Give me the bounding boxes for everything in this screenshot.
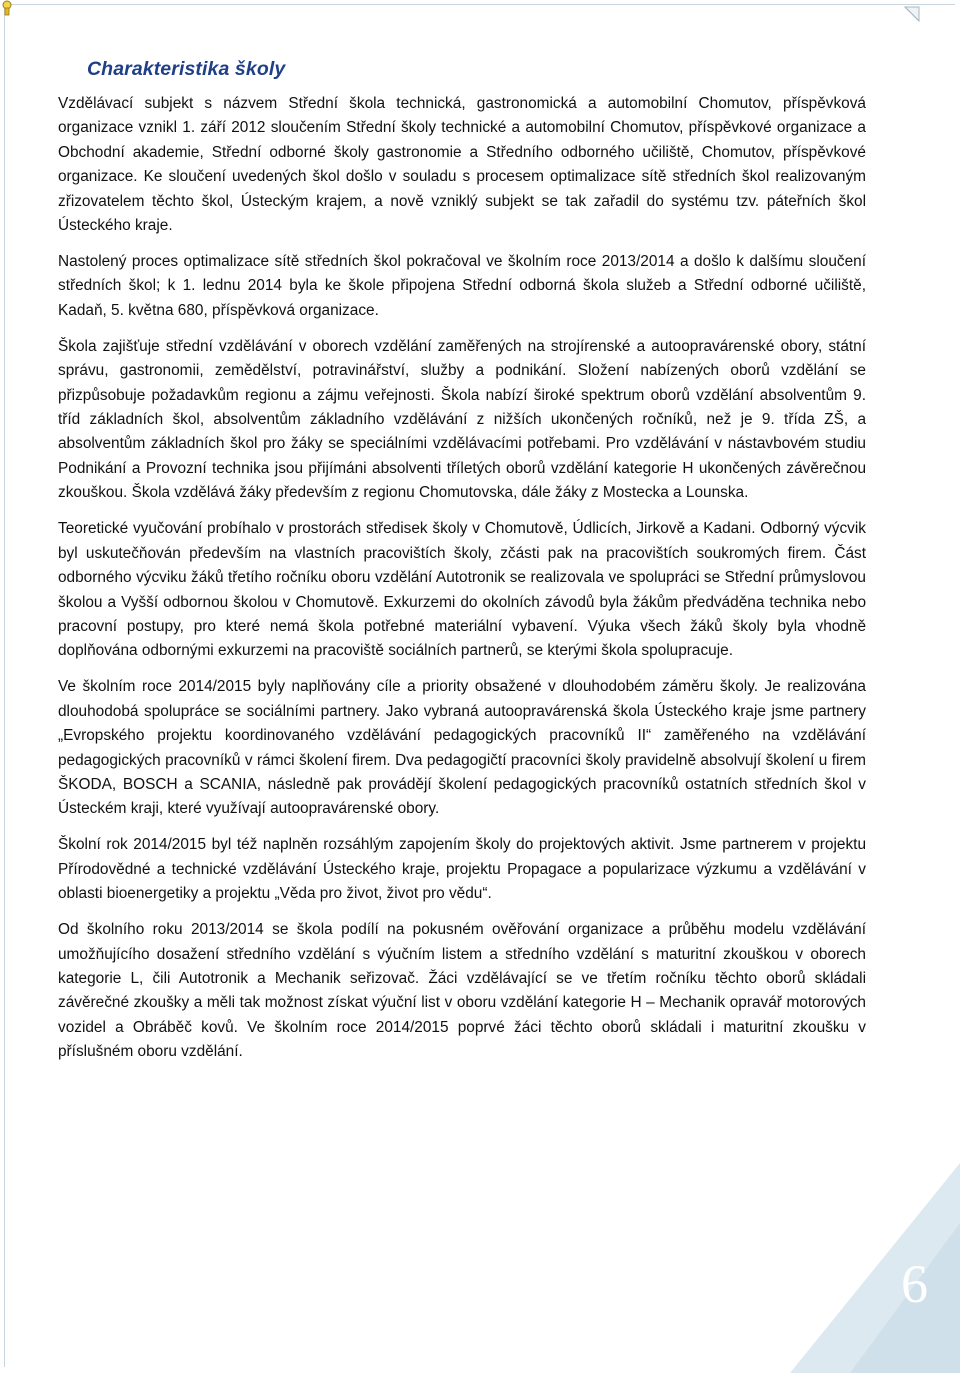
document-body <box>58 58 866 1076</box>
paragraph-6: Školní rok 2014/2015 byl též naplněn rozsáhlým zapojením školy do projektových aktivit. Jsme partnerem v projektu Přírodovědné a technické vzdělávání Ústeckého kraje, projektu Propagace a popularizace výzkumu a vzdělávání v oblasti bioenergetiky a projektu „Věda pro život, život pro vědu“. <box>58 836 866 903</box>
bookmark-icon <box>0 0 14 16</box>
paragraph-5: Ve školním roce 2014/2015 byly naplňovány cíle a priority obsažené v dlouhodobém záměru školy. Je realizována dlouhodobá spolupráce se sociálními partnery. Jako vybraná autoopravárenská škola Ústeckého kraje jsme partnery „Evropského projektu koordinovaného vzdělávání pedagogických pracovníků II“ zaměřeného na vzdělávání pedagogických pracovníků v rámci školení firem. Dva pedagogičtí pracovníci školy pravidelně absolvují školení u firem ŠKODA, BOSCH a SCANIA, následně pak provádějí školení pedagogických pracovníků ostatních středních škol v Ústeckém kraji, které využívají autoopravárenské obory. <box>58 678 866 818</box>
paragraph-7: Od školního roku 2013/2014 se škola podílí na pokusném ověřování organizace a průběhu modelu vzdělávání umožňujícího dosažení středního vzdělání s výučním listem a středního vzdělání s maturitní zkouškou v oborech kategorie L, čili Autotronik a Mechanik seřizovač. Žáci vzdělávající se ve třetím ročníku těchto oborů skládali závěrečné zkoušky a měli tak možnost získat výuční list v oboru vzdělání kategorie H – Mechanik opravář motorových vozidel a Obráběč kovů. Ve školním roce 2014/2015 poprvé žáci těchto oborů skládali i maturitní zkoušku v příslušném oboru vzdělání. <box>58 921 866 1061</box>
page-number: 6 <box>901 1254 928 1314</box>
corner-decoration <box>700 1073 960 1373</box>
page-title: Charakteristika školy <box>87 58 286 80</box>
paragraph-1: Vzdělávací subjekt s názvem Střední škola technická, gastronomická a automobilní Chomutov, příspěvková organizace vznikl 1. září 2012 sloučením Střední školy technické a automobilní Chomutov, příspěvkové organizace a Obchodní akademie, Střední odborné školy gastronomie a Středního odborného učiliště, Chomutov, příspěvkové organizace. Ke sloučení uvedených škol došlo v souladu s procesem optimalizace sítě středních škol realizovaným zřizovatelem těchto škol, Ústeckým krajem, a nově vzniklý subjekt se tak zařadil do systému tzv. páteřních škol Ústeckého kraje. <box>58 95 866 235</box>
paragraph-2: Nastolený proces optimalizace sítě středních škol pokračoval ve školním roce 2013/2014 a došlo k dalšímu sloučení středních škol; k 1. lednu 2014 byla ke škole připojena Střední odborná škola služeb a Střední odborné učiliště, Kadaň, 5. května 680, příspěvková organizace. <box>58 253 866 319</box>
paragraph-4: Teoretické vyučování probíhalo v prostorách středisek školy v Chomutově, Údlicích, Jirkově a Kadani. Odborný výcvik byl uskutečňován především na vlastních pracovištích školy, zčásti pak na pracovištích soukromých firem. Část odborného výcviku žáků třetího ročníku oboru vzdělání Autotronik se realizovala ve spolupráci se Střední průmyslovou školou a Vyšší odbornou školou v Chomutově. Exkurzemi do okolních závodů byla žákům předváděna technika nebo pracovní postupy, pro které nemá škola potřebné materiální vybavení. Výuka všech žáků školy byla vhodně doplňována odbornými exkurzemi na pracoviště sociálních partnerů, se kterými škola spolupracuje. <box>58 520 866 660</box>
page-curl-icon <box>904 6 920 22</box>
paragraph-3: Škola zajišťuje střední vzdělávání v oborech vzdělání zaměřených na strojírenské a autoopravárenské obory, státní správu, gastronomii, zemědělství, potravinářství, služby a podnikání. Složení nabízených oborů vzdělání se přizpůsobuje požadavkům regionu a zájmu veřejnosti. Škola nabízí široké spektrum oborů vzdělání absolventům 9. tříd základních škol, absolventům základního vzdělávání z nižších ukončených ročníků, než je 9. třída ZŠ, a absolventům základních škol pro žáky se speciálními vzdělávacími potřebami. Pro vzdělávání v nástavbovém studiu Podnikání a Provozní technika jsou přijímáni absolventi tříletých oborů vzdělání kategorie H ukončených závěrečnou zkouškou. Škola vzdělává žáky především z regionu Chomutovska, dále žáky z Mostecka a Lounska. <box>58 337 866 502</box>
